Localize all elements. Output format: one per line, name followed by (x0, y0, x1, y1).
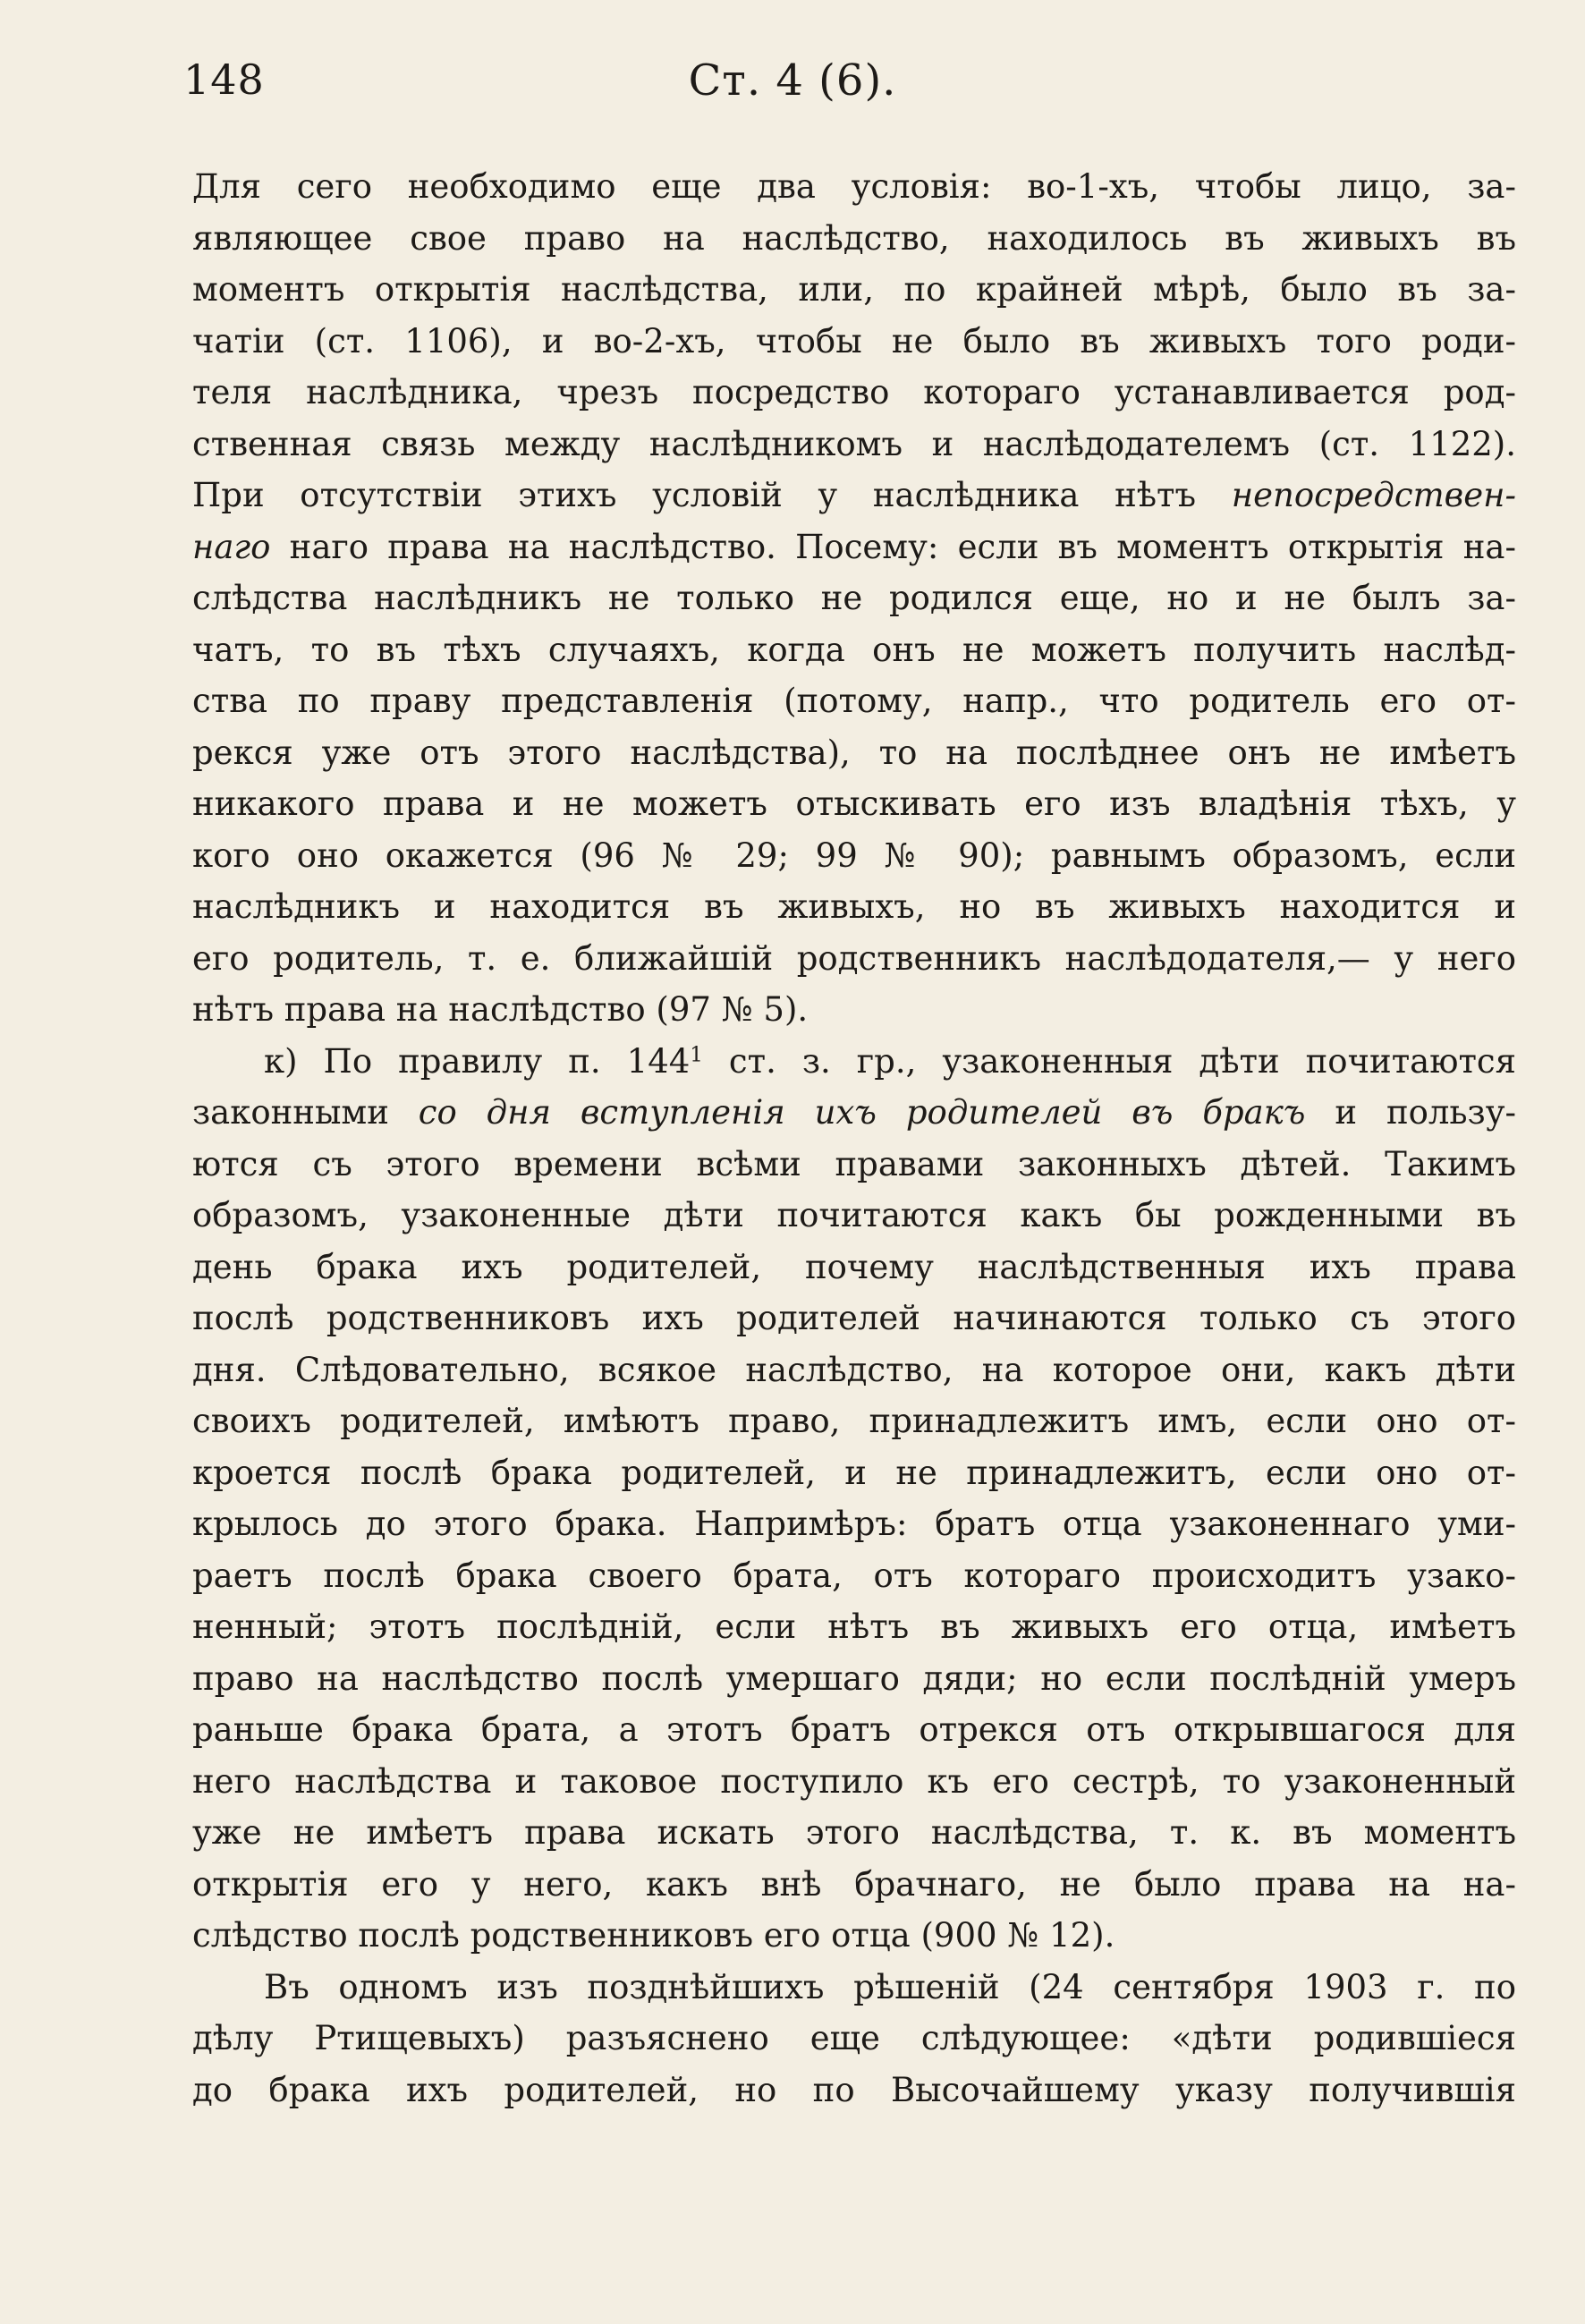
text-line: него наслѣдства и таковое поступило къ его сестрѣ, то узаконенный (192, 1761, 1516, 1801)
text-line: право на наслѣдство послѣ умершаго дяди; но если послѣдній умеръ (192, 1658, 1516, 1698)
text-line: ются съ этого времени всѣми правами законныхъ дѣтей. Такимъ (192, 1144, 1516, 1183)
text-line: ственная связь между наслѣдникомъ и наслѣдодателемъ (ст. 1122). (192, 424, 1516, 463)
text-line: раетъ послѣ брака своего брата, отъ котораго происходитъ узако- (192, 1556, 1516, 1595)
superscript: 1 (690, 1042, 703, 1066)
body-text (192, 161, 1516, 2116)
text-line (192, 470, 1516, 522)
text-segment: к) По правилу п. 144 (264, 1041, 691, 1081)
text-line: наслѣдникъ и находится въ живыхъ, но въ живыхъ находится и (192, 887, 1516, 926)
text-line: его родитель, т. е. ближайшій родственникъ наслѣдодателя,— у него (192, 938, 1516, 978)
paragraph-3 (192, 1962, 1516, 2116)
text-line: слѣдства наслѣдникъ не только не родился еще, но и не былъ за- (192, 579, 1516, 617)
text-line: уже не имѣетъ права искать этого наслѣдства, т. к. въ моментъ (192, 1813, 1516, 1852)
text-line: рекся уже отъ этого наслѣдства), то на послѣднее онъ не имѣетъ (192, 733, 1516, 772)
text-line: день брака ихъ родителей, почему наслѣдственныя ихъ права (192, 1247, 1516, 1286)
text-line: нѣтъ права на наслѣдство (97 № 5). (192, 990, 809, 1029)
text-line: Для сего необходимо еще два условія: во-1-хъ, чтобы лицо, за- (192, 167, 1516, 206)
text-line: открытія его у него, какъ внѣ брачнаго, не было права на на- (192, 1864, 1516, 1904)
text-line: кроется послѣ брака родителей, и не принадлежитъ, если оно от- (192, 1453, 1516, 1492)
italic-term: непосредствен- (1231, 476, 1516, 514)
text-segment: наго права на наслѣдство. Посему: если въ моментъ открытія на- (289, 527, 1516, 566)
text-line: дѣлу Ртищевыхъ) разъяснено еще слѣдующее: «дѣти родившіеся (192, 2019, 1516, 2057)
italic-phrase: со дня вступленія ихъ родителей въ бракъ (418, 1093, 1306, 1132)
text-line (192, 1087, 1516, 1139)
text-segment: законными (192, 1093, 419, 1132)
text-line: Въ одномъ изъ позднѣйшихъ рѣшеній (24 сентября 1903 г. по (264, 1967, 1516, 2006)
text-line: своихъ родителей, имѣютъ право, принадлежитъ имъ, если оно от- (192, 1402, 1516, 1440)
page-number: 148 (183, 55, 265, 104)
text-line: до брака ихъ родителей, но по Высочайшему указу получившія (192, 2070, 1516, 2109)
italic-term: наго (192, 527, 271, 566)
text-line: дня. Слѣдовательно, всякое наслѣдство, на которое они, какъ дѣти (192, 1350, 1516, 1389)
text-line: ства по праву представленія (потому, напр., что родитель его от- (192, 682, 1516, 720)
text-segment: ст. з. гр., узаконенныя дѣти почитаются (702, 1041, 1516, 1081)
text-line: теля наслѣдника, чрезъ посредство котораго устанавливается род- (192, 373, 1516, 411)
text-line: ненный; этотъ послѣдній, если нѣтъ въ живыхъ его отца, имѣетъ (192, 1607, 1516, 1646)
text-line (192, 522, 1516, 573)
text-line: раньше брака брата, а этотъ братъ отрекся отъ открывшагося для (192, 1710, 1516, 1749)
text-line: слѣдство послѣ родственниковъ его отца (900 № 12). (192, 1916, 1115, 1955)
text-line: моментъ открытія наслѣдства, или, по крайней мѣрѣ, было въ за- (192, 270, 1516, 309)
text-line: крылось до этого брака. Напримѣръ: братъ отца узаконеннаго уми- (192, 1505, 1516, 1543)
text-segment: При отсутствіи этихъ условій у наслѣдника нѣтъ (192, 476, 1197, 514)
text-line (192, 1036, 1516, 1088)
running-head: Ст. 4 (6). (688, 55, 897, 106)
text-line: чатъ, то въ тѣхъ случаяхъ, когда онъ не можетъ получить наслѣд- (192, 630, 1516, 669)
text-line: образомъ, узаконенные дѣти почитаются какъ бы рожденными въ (192, 1196, 1516, 1234)
text-line: чатіи (ст. 1106), и во-2-хъ, чтобы не было въ живыхъ того роди- (192, 321, 1516, 360)
paragraph-2 (192, 1036, 1516, 1962)
text-line: кого оно окажется (96 № 29; 99 № 90); равнымъ образомъ, если (192, 835, 1516, 875)
text-line: никакого права и не можетъ отыскивать его изъ владѣнія тѣхъ, у (192, 785, 1516, 823)
text-segment: и пользу- (1305, 1093, 1516, 1132)
text-line: послѣ родственниковъ ихъ родителей начинаются только съ этого (192, 1299, 1516, 1337)
paragraph-1 (192, 161, 1516, 1036)
text-line: являющее свое право на наслѣдство, находилось въ живыхъ въ (192, 218, 1516, 258)
